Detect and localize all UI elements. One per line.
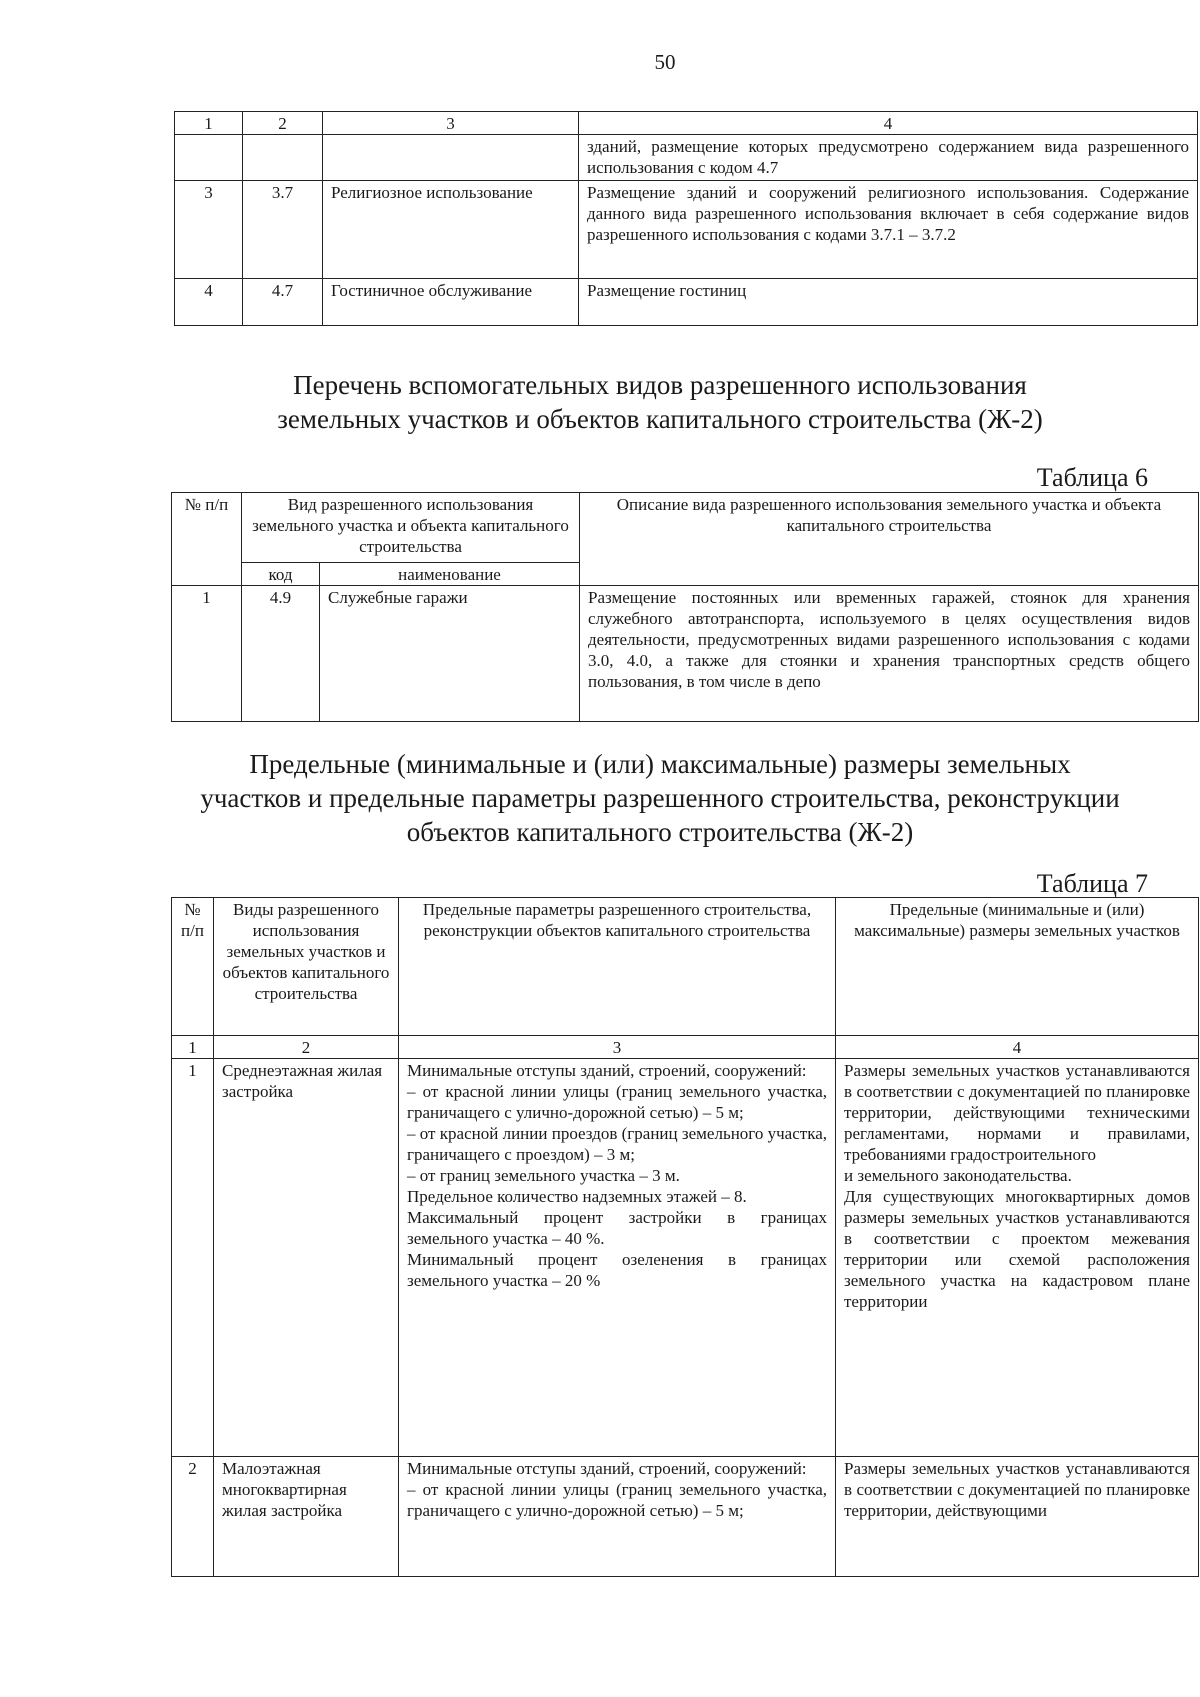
row-name: Гостиничное обслуживание [323,279,579,326]
col-number-4: 4 [836,1036,1199,1059]
continuation-table [174,111,1198,326]
row-number: 1 [172,586,242,722]
table-6 [171,492,1199,722]
table-row [175,181,1198,279]
row-number: 2 [172,1457,214,1577]
col-header-number: № п/п [172,898,214,1036]
col-header-description: Описание вида разрешенного использования земельного участка и объекта капитального строительства [580,493,1199,586]
row-name: Служебные гаражи [320,586,580,722]
col-header-kind: Виды разрешенного использования земельных участков и объектов капитального строительства [214,898,399,1036]
table-7-label: Таблица 7 [1036,869,1148,898]
table-row [172,1457,1199,1577]
col-number-1: 1 [172,1036,214,1059]
row-kind: Среднеэтажная жилая застройка [214,1059,399,1457]
row-description: Размещение гостиниц [579,279,1198,326]
col-number-2: 2 [214,1036,399,1059]
row-kind: Малоэтажная многоквартирная жилая застройка [214,1457,399,1577]
col-number-4: 4 [579,112,1198,135]
section-heading-limits: Предельные (минимальные и (или) максимальные) размеры земельных участков и предельные параметры разрешенного строительства, реконструкции объектов капитального строительства (Ж-2) [200,749,1120,847]
col-number-3: 3 [399,1036,836,1059]
col-number-1: 1 [175,112,243,135]
table-row [175,279,1198,326]
table-row [175,135,1198,181]
row-number: 4 [175,279,243,326]
section-heading-auxiliary-uses: Перечень вспомогательных видов разрешенного использования земельных участков и объектов капитального строительства (Ж-2) [277,370,1043,434]
row-params: Минимальные отступы зданий, строений, сооружений: – от красной линии улицы (границ земельного участка, граничащего с улично-дорожной сетью) – 5 м; – от красной линии проездов (границ земельного участка, граничащего с проездом) – 3 м; – от границ земельного участка – 3 м. Предельное количество надземных этажей – 8. Максимальный процент застройки в границах земельного участка – 40 %. Минимальный процент озеленения в границах земельного участка – 20 % [399,1059,836,1457]
row-params: Минимальные отступы зданий, строений, сооружений: – от красной линии улицы (границ земельного участка, граничащего с улично-дорожной сетью) – 5 м; [399,1457,836,1577]
col-header-number: № п/п [172,493,242,586]
row-number: 1 [172,1059,214,1457]
row-description: зданий, размещение которых предусмотрено содержанием вида разрешенного использования с кодом 4.7 [579,135,1198,181]
row-code: 3.7 [243,181,323,279]
table-7 [171,897,1199,1577]
row-name: Религиозное использование [323,181,579,279]
col-header-code: код [242,563,320,586]
col-header-params: Предельные параметры разрешенного строительства, реконструкции объектов капитального строительства [399,898,836,1036]
row-code: 4.9 [242,586,320,722]
row-code: 4.7 [243,279,323,326]
col-header-name: наименование [320,563,580,586]
col-header-sizes: Предельные (минимальные и (или) максимальные) размеры земельных участков [836,898,1199,1036]
row-description: Размещение постоянных или временных гаражей, стоянок для хранения служебного автотранспорта, используемого в целях осуществления видов деятельности, предусмотренных видами разрешенного использования с кодами 3.0, 4.0, а также для стоянки и хранения транспортных средств общего пользования, в том числе в депо [580,586,1199,722]
col-number-3: 3 [323,112,579,135]
page-number: 50 [654,50,676,74]
table-6-label: Таблица 6 [1036,463,1148,492]
row-description: Размещение зданий и сооружений религиозного использования. Содержание данного вида разрешенного использования включает в себя содержание видов разрешенного использования с кодами 3.7.1 – 3.7.2 [579,181,1198,279]
col-number-2: 2 [243,112,323,135]
row-sizes: Размеры земельных участков устанавливаются в соответствии с документацией по планировке территории, действующими техническими регламентами, нормами и правилами, требованиями градостроительного и земельного законодательства. Для существующих многоквартирных домов размеры земельных участков устанавливаются в соответствии с проектом межевания территории или схемой расположения земельного участка на кадастровом плане территории [836,1059,1199,1457]
row-number: 3 [175,181,243,279]
row-sizes: Размеры земельных участков устанавливаются в соответствии с документацией по планировке территории, действующими [836,1457,1199,1577]
col-header-kind: Вид разрешенного использования земельного участка и объекта капитального строительства [242,493,580,563]
table-row [172,586,1199,722]
table-row [172,1059,1199,1457]
